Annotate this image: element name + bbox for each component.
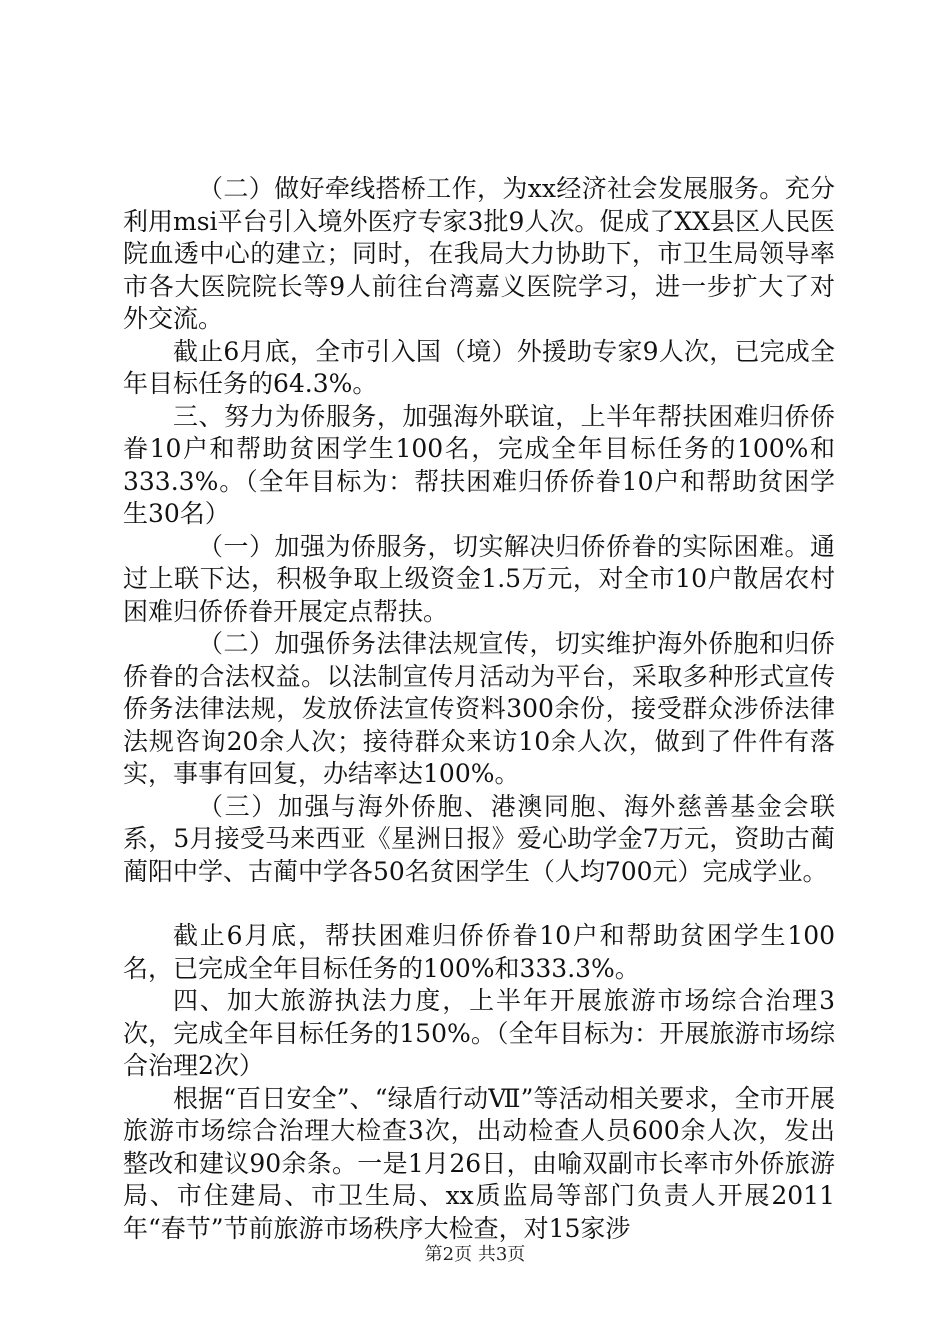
paragraph-law-promotion: （二）加强侨务法律法规宣传，切实维护海外侨胞和归侨侨眷的合法权益。以法制宣传月活动为平台，采取多种形式宣传侨务法律法规，发放侨法宣传资料300余份，接受群众涉侨法律法规咨询20余人次；接待群众来访10余人次，做到了件件有落实，事事有回复，办结率达100%。	[123, 629, 835, 788]
paragraph-experts-summary: 截止6月底，全市引入国（境）外援助专家9人次，已完成全年目标任务的64.3%。	[123, 336, 835, 398]
paragraph-assistance-summary: 截止6月底，帮扶困难归侨侨眷10户和帮助贫困学生100名，已完成全年目标任务的100%和333.3%。	[123, 921, 835, 983]
document-body	[123, 173, 835, 1245]
paragraph-overseas-contact: （三）加强与海外侨胞、港澳同胞、海外慈善基金会联系，5月接受马来西亚《星洲日报》爱心助学金7万元，资助古蔺蔺阳中学、古蔺中学各50名贫困学生（人均700元）完成学业。	[123, 791, 835, 886]
paragraph-service-support: （一）加强为侨服务，切实解决归侨侨眷的实际困难。通过上联下达，积极争取上级资金1.5万元，对全市10户散居农村困难归侨侨眷开展定点帮扶。	[123, 531, 835, 626]
page-footer: 第2页 共3页	[424, 1244, 526, 1265]
paragraph-tourism-inspection: 根据“百日安全”、“绿盾行动Ⅶ”等活动相关要求，全市开展旅游市场综合治理大检查3次，出动检查人员600余人次，发出整改和建议90余条。一是1月26日，由喻双副市长率市外侨旅游局、市住建局、市卫生局、xx质监局等部门负责人开展2011年“春节”节前旅游市场秩序大检查，对15家涉	[123, 1083, 835, 1243]
paragraph-section-three-heading: 三、努力为侨服务，加强海外联谊，上半年帮扶困难归侨侨眷10户和帮助贫困学生100名，完成全年目标任务的100%和333.3%。（全年目标为：帮扶困难归侨侨眷10户和帮助贫困学生30名）	[123, 401, 835, 528]
paragraph-section-four-heading: 四、加大旅游执法力度，上半年开展旅游市场综合治理3次，完成全年目标任务的150%。（全年目标为：开展旅游市场综合治理2次）	[123, 986, 835, 1080]
paragraph-gap	[123, 888, 835, 920]
paragraph-bridge-work: （二）做好牵线搭桥工作，为xx经济社会发展服务。充分利用msi平台引入境外医疗专家3批9人次。促成了XX县区人民医院血透中心的建立；同时，在我局大力协助下，市卫生局领导率市各大医院院长等9人前往台湾嘉义医院学习，进一步扩大了对外交流。	[123, 174, 835, 333]
